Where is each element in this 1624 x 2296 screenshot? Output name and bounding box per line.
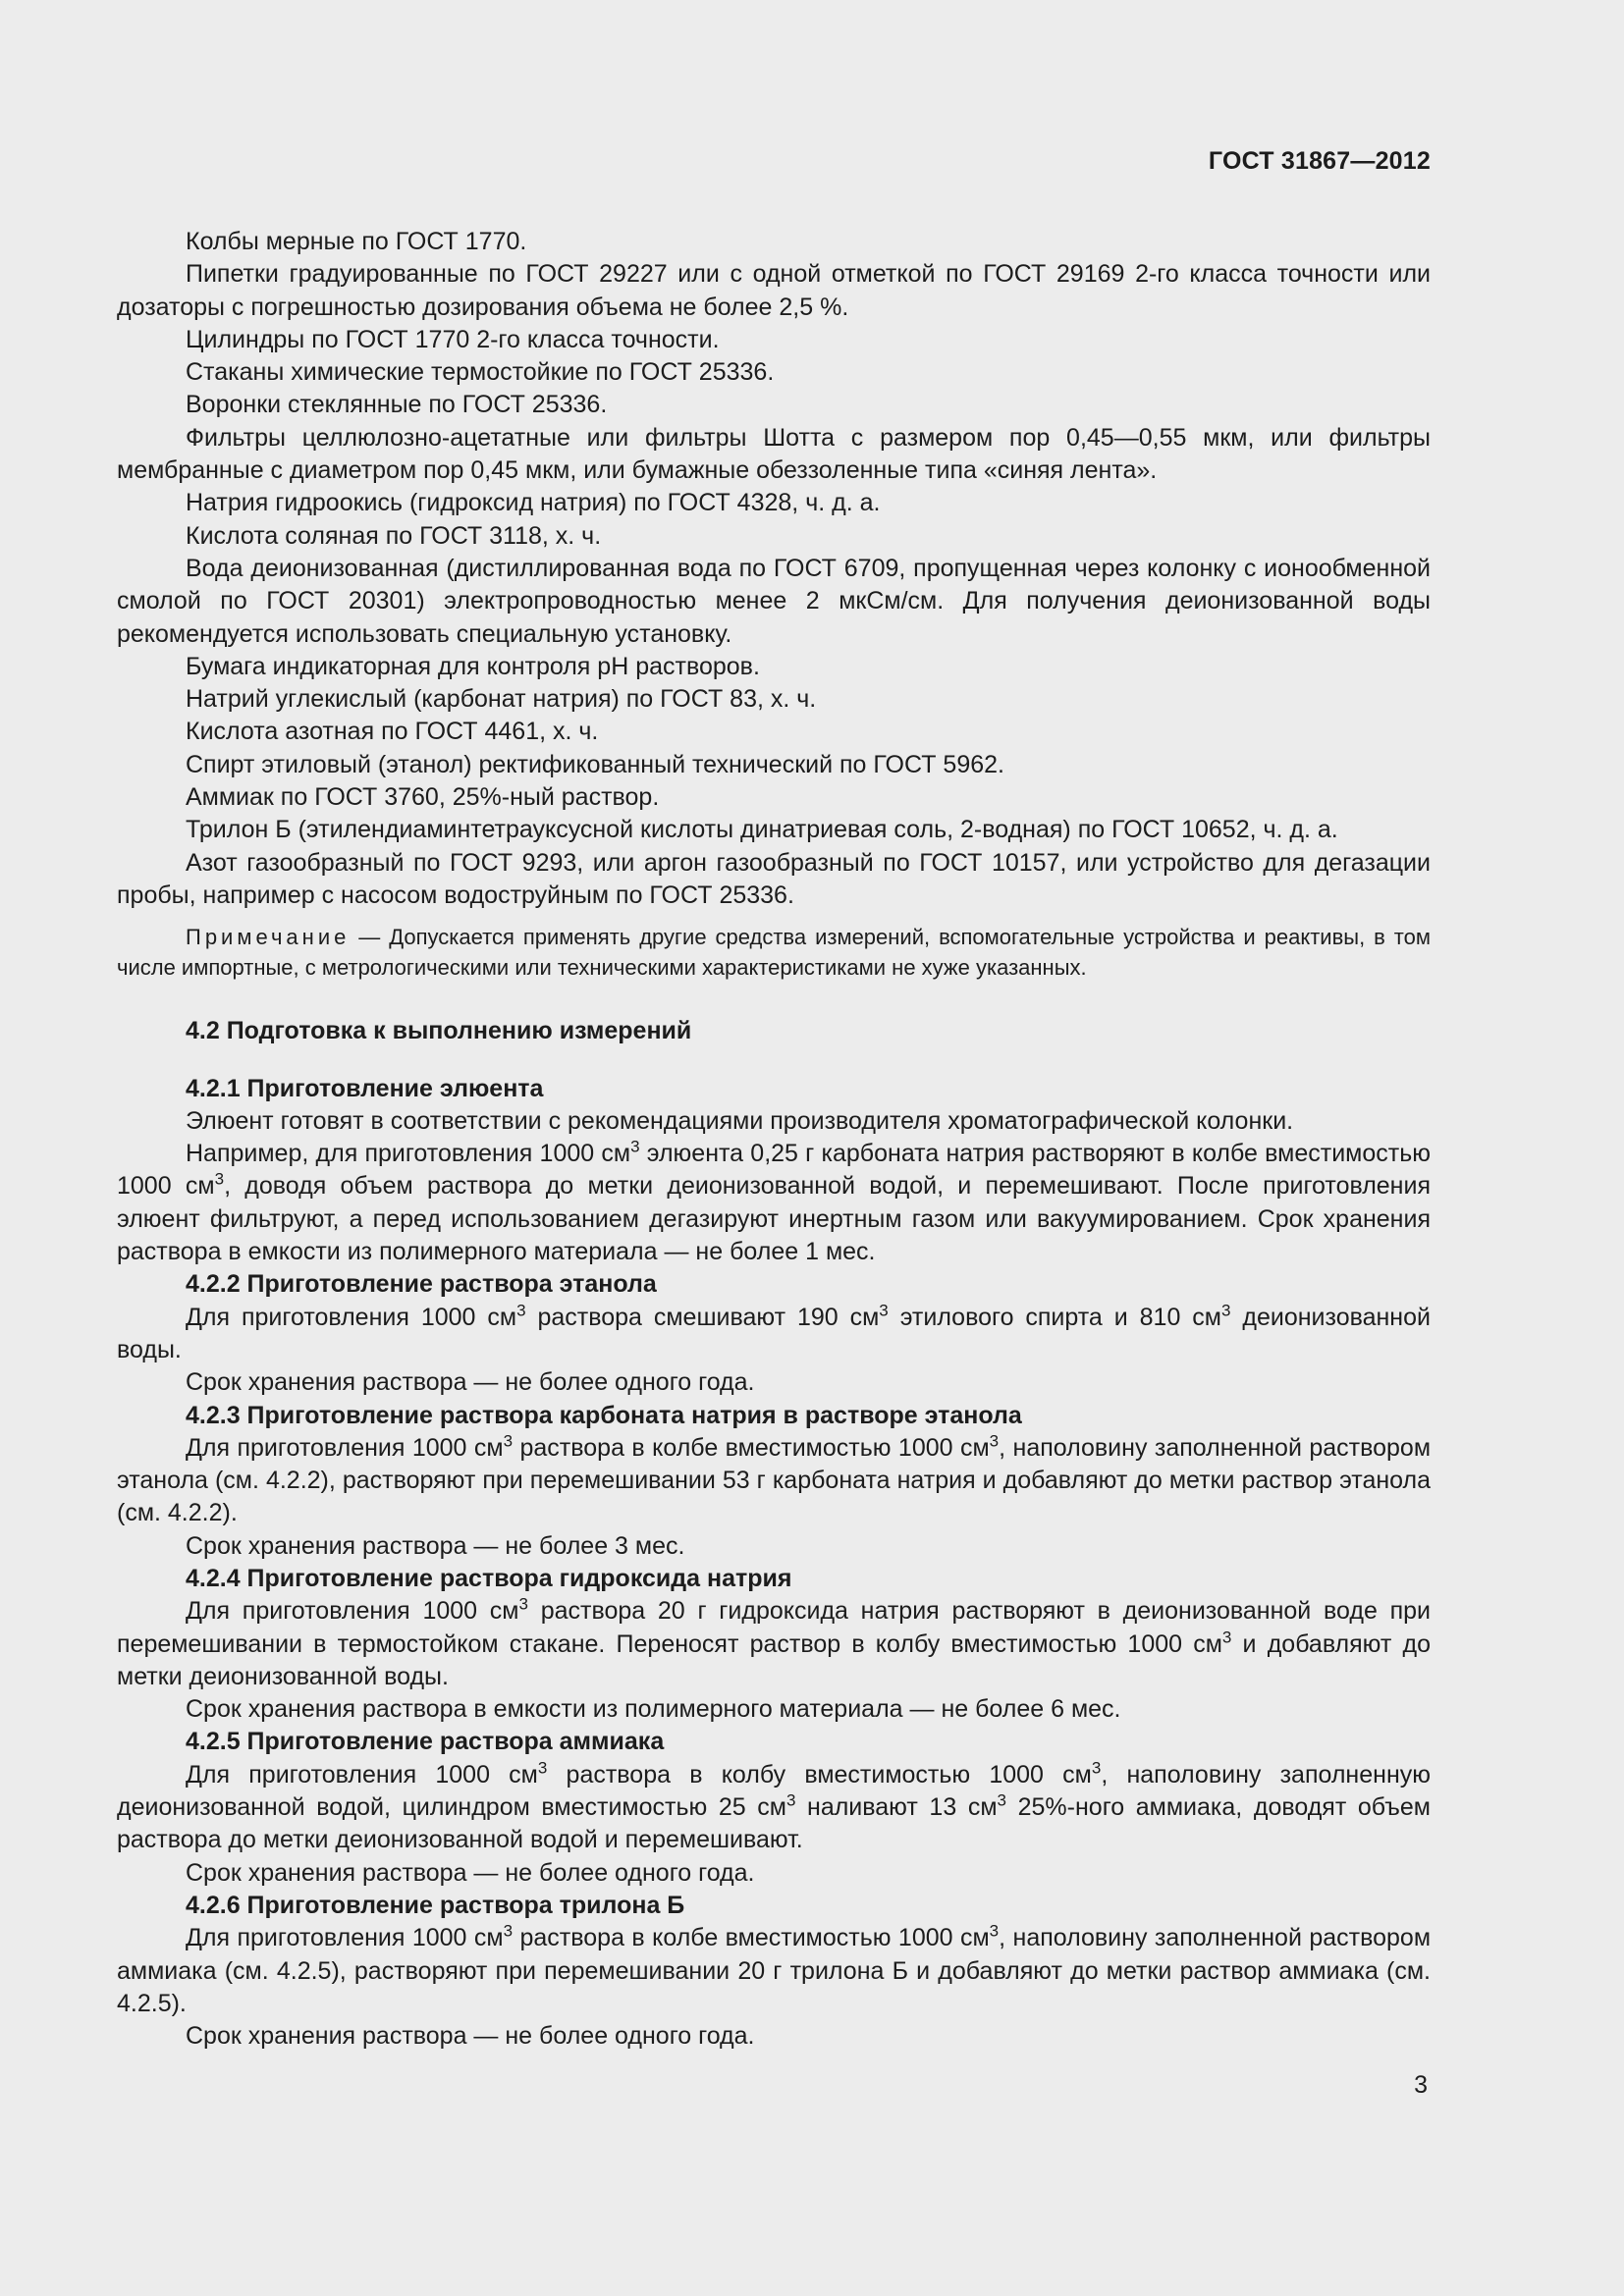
superscript-3: 3 — [516, 1301, 526, 1320]
equipment-item: Бумага индикаторная для контроля pH растворов. — [186, 652, 760, 680]
paragraph: Для приготовления 1000 $см^3$ раствора в колбе вместимостью 1000 $см^3$, наполовину заполненной раствором аммиака (см. 4.2.5), растворяют при перемешивании 20 г трилона Б и добавляют до метки раствор аммиака (см. 4.2.5). — [117, 1921, 1432, 2017]
subsection-heading-4-2-4: 4.2.4 Приготовление раствора гидроксида натрия — [186, 1564, 792, 1592]
equipment-item: Стаканы химические термостойкие по ГОСТ 25336. — [186, 358, 775, 387]
superscript-3: 3 — [1091, 1758, 1102, 1778]
equipment-item: Азот газообразный по ГОСТ 9293, или аргон газообразный по ГОСТ 10157, или устройство для дегазации пробы, например с насосом водоструйным по ГОСТ 25336. — [117, 848, 1431, 909]
note-label: Примечание — [186, 925, 351, 950]
superscript-3: 3 — [997, 1790, 1007, 1810]
equipment-item: Цилиндры по ГОСТ 1770 2-го класса точности. — [186, 325, 720, 353]
equipment-item: Натрий углекислый (карбонат натрия) по ГОСТ 83, х. ч. — [186, 685, 817, 714]
equipment-item: Фильтры целлюлозно-ацетатные или фильтры Шотта с размером пор 0,45—0,55 мкм, или фильтры мембранные с диаметром пор 0,45 мкм, или бумажные обеззоленные типа «синяя лента». — [117, 423, 1431, 485]
equipment-item: Трилон Б (этилендиаминтетрауксусной кислоты динатриевая соль, 2-водная) по ГОСТ 10652, ч. д. а. — [186, 816, 1338, 844]
section-heading-4-2: 4.2 Подготовка к выполнению измерений — [186, 1017, 692, 1045]
superscript-3: 3 — [630, 1137, 640, 1156]
equipment-item: Пипетки градуированные по ГОСТ 29227 или с одной отметкой по ГОСТ 29169 2-го класса точности или дозаторы с погрешностью дозирования объема не более 2,5 %. — [117, 260, 1431, 321]
paragraph: Срок хранения раствора — не более одного года. — [186, 1368, 755, 1397]
superscript-3: 3 — [503, 1921, 514, 1941]
subsection-heading-4-2-5: 4.2.5 Приготовление раствора аммиака — [186, 1728, 665, 1756]
paragraph: Срок хранения раствора — не более 3 мес. — [186, 1531, 685, 1560]
equipment-item: Кислота соляная по ГОСТ 3118, х. ч. — [186, 521, 602, 550]
equipment-item: Колбы мерные по ГОСТ 1770. — [186, 228, 527, 255]
note-paragraph — [117, 922, 1431, 983]
page-number: 3 — [1414, 2071, 1428, 2099]
equipment-item: Натрия гидроокись (гидроксид натрия) по ГОСТ 4328, ч. д. а. — [186, 489, 881, 517]
equipment-item: Вода деионизованная (дистиллированная вода по ГОСТ 6709, пропущенная через колонку с ионообменной смолой по ГОСТ 20301) электропроводностью менее 2 мкСм/см. Для получения деионизованной воды рекомендуется использовать специальную установку. — [117, 554, 1431, 648]
document-code: ГОСТ 31867—2012 — [1208, 147, 1431, 175]
superscript-3: 3 — [989, 1921, 1000, 1941]
paragraph: Например, для приготовления 1000 $см^3$ элюента 0,25 г карбоната натрия растворяют в колбе вместимостью 1000 $см^3$, доводя объем раствора до метки деионизованной водой, и перемешивают. После приготовления элюент фильтруют, а перед использованием дегазируют инертным газом или вакуумированием. Срок хранения раствора в емкости из полимерного материала — не более 1 мес. — [117, 1137, 1431, 1266]
superscript-3: 3 — [214, 1170, 225, 1190]
equipment-item: Воронки стеклянные по ГОСТ 25336. — [186, 391, 608, 419]
paragraph: Для приготовления 1000 $см^3$ раствора в колбе вместимостью 1000 $см^3$, наполовину заполненной раствором этанола (см. 4.2.2), растворяют при перемешивании 53 г карбоната натрия и добавляют до метки раствор этанола (см. 4.2.2). — [117, 1431, 1432, 1527]
superscript-3: 3 — [879, 1301, 889, 1320]
subsection-heading-4-2-3: 4.2.3 Приготовление раствора карбоната натрия в растворе этанола — [186, 1401, 1022, 1429]
subsection-heading-4-2-2: 4.2.2 Приготовление раствора этанола — [186, 1270, 657, 1299]
paragraph: Срок хранения раствора — не более одного года. — [186, 2022, 755, 2051]
paragraph: Для приготовления 1000 $см^3$ раствора в колбу вместимостью 1000 $см^3$, наполовину заполненную деионизованной водой, цилиндром вместимостью 25 $см^3$ наливают 13 $см^3$ 25%-ного аммиака, доводят объем раствора до метки деионизованной водой и перемешивают. — [117, 1758, 1431, 1854]
paragraph: Для приготовления 1000 $см^3$ раствора смешивают 190 $см^3$ этилового спирта и 810 $см^3$ деионизованной воды. — [117, 1301, 1431, 1363]
page-content — [117, 226, 1431, 2053]
superscript-3: 3 — [503, 1431, 514, 1451]
note-text: — Допускается применять другие средства измерений, вспомогательные устройства и реактивы, в том числе импортные, с метрологическими или техническими характеристиками не хуже указанных. — [117, 925, 1431, 981]
subsection-heading-4-2-6: 4.2.6 Приготовление раствора трилона Б — [186, 1891, 685, 1919]
paragraph: Для приготовления 1000 $см^3$ раствора 20 г гидроксида натрия растворяют в деионизованной воде при перемешивании в термостойком стакане. Переносят раствор в колбу вместимостью 1000 $см^3$ и добавляют до метки деионизованной воды. — [117, 1594, 1431, 1690]
superscript-3: 3 — [1221, 1628, 1232, 1647]
subsection-heading-4-2-1: 4.2.1 Приготовление элюента — [186, 1074, 544, 1102]
equipment-item: Спирт этиловый (этанол) ректификованный технический по ГОСТ 5962. — [186, 750, 1004, 778]
equipment-item: Аммиак по ГОСТ 3760, 25%-ный раствор. — [186, 783, 660, 812]
superscript-3: 3 — [989, 1431, 1000, 1451]
paragraph: Элюент готовят в соответствии с рекомендациями производителя хроматографической колонки. — [186, 1106, 1294, 1135]
superscript-3: 3 — [518, 1594, 528, 1614]
equipment-item: Кислота азотная по ГОСТ 4461, х. ч. — [186, 718, 599, 746]
paragraph: Срок хранения раствора — не более одного года. — [186, 1858, 755, 1887]
superscript-3: 3 — [537, 1758, 548, 1778]
superscript-3: 3 — [1220, 1301, 1231, 1320]
paragraph: Срок хранения раствора в емкости из полимерного материала — не более 6 мес. — [186, 1695, 1121, 1724]
superscript-3: 3 — [785, 1790, 796, 1810]
